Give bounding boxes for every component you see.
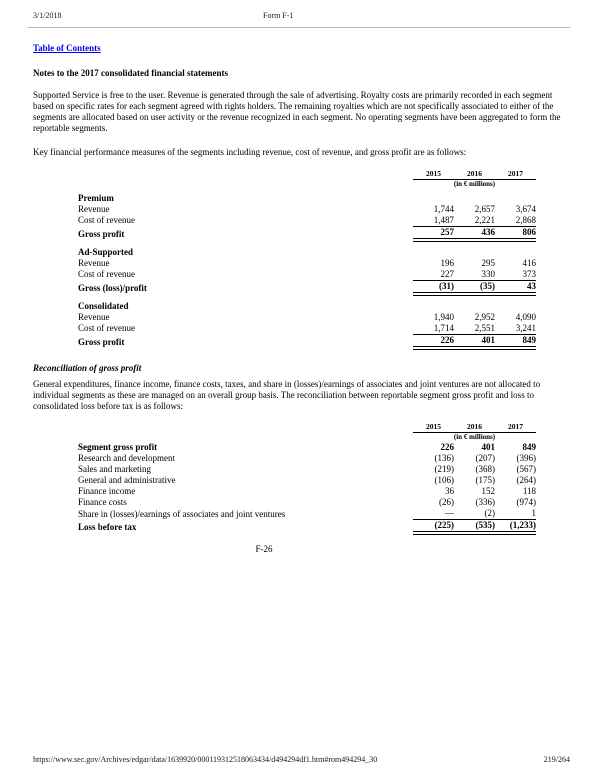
section-premium	[78, 193, 536, 204]
empty-cell	[78, 421, 413, 433]
row-label: Share in (losses)/earnings of associates and joint ventures	[78, 508, 286, 519]
cell-value: 257	[413, 226, 454, 240]
empty-cell	[495, 301, 536, 312]
cell-value: 227	[413, 269, 454, 281]
row-label: General and administrative	[78, 475, 176, 485]
print-header-form-title: Form F-1	[263, 11, 294, 20]
cell-value: 43	[495, 280, 536, 294]
cell-value: 1,714	[413, 323, 454, 335]
table-row-gross-profit	[78, 334, 536, 348]
cell-value: 401	[481, 442, 495, 452]
cell-value: 1,940	[433, 311, 454, 322]
table-of-contents-link[interactable]: Table of Contents	[33, 43, 101, 53]
spacer	[78, 294, 536, 301]
table-units-row	[78, 179, 536, 189]
cell-value: —	[413, 508, 454, 520]
table-row-revenue	[78, 312, 536, 323]
cell-value: 401	[454, 334, 495, 348]
print-header-date: 3/1/2018	[33, 11, 62, 20]
empty-cell	[413, 247, 454, 258]
cell-value: 1	[495, 508, 536, 520]
cell-value: 118	[522, 486, 536, 496]
cell-value: (336)	[475, 497, 495, 507]
cell-value: 226	[440, 442, 454, 452]
cell-value: (219)	[434, 464, 454, 474]
table-row-sales-and-marketing	[78, 464, 536, 475]
empty-cell	[454, 247, 495, 258]
section-ad-supported	[78, 247, 536, 258]
segment-performance-table	[78, 167, 536, 350]
section-name: Ad-Supported	[78, 246, 134, 257]
table-years-header	[78, 421, 536, 433]
cell-value: (26)	[439, 497, 454, 507]
cell-value: (974)	[516, 497, 536, 507]
table-row-share-in-losses-earnings	[78, 508, 536, 520]
row-label: Revenue	[78, 203, 110, 214]
row-label: Finance income	[78, 486, 136, 496]
header-divider	[28, 27, 570, 28]
empty-cell	[78, 179, 413, 189]
document-page-number: F-26	[255, 544, 273, 554]
row-label: Cost of revenue	[78, 269, 135, 279]
cell-value: 2,551	[454, 323, 495, 335]
empty-cell	[495, 247, 536, 258]
cell-value: (136)	[434, 453, 454, 463]
document-content	[33, 43, 570, 555]
empty-cell	[413, 301, 454, 312]
cell-value: 3,241	[495, 323, 536, 335]
cell-value: (535)	[454, 520, 495, 534]
cell-value: (1,233)	[495, 520, 536, 534]
reconciliation-heading: Reconciliation of gross profit	[33, 362, 142, 373]
cell-value: 806	[495, 226, 536, 240]
row-label: Gross profit	[78, 336, 125, 347]
year-column-header: 2016	[454, 167, 495, 179]
table-row-finance-costs	[78, 497, 536, 508]
section-consolidated	[78, 301, 536, 312]
empty-cell	[454, 193, 495, 204]
row-label: Revenue	[78, 311, 110, 322]
year-column-header: 2015	[413, 167, 454, 179]
units-note: (in € millions)	[453, 179, 496, 188]
cell-value: (368)	[475, 464, 495, 474]
cell-value: (175)	[475, 475, 495, 485]
print-footer-page-indicator: 219/264	[543, 755, 570, 764]
cell-value: 416	[522, 257, 536, 268]
row-label: Gross profit	[78, 228, 125, 239]
cell-value: (207)	[475, 453, 495, 463]
table-row-revenue	[78, 258, 536, 269]
empty-cell	[495, 193, 536, 204]
cell-value: 1,487	[413, 215, 454, 227]
cell-value: 196	[440, 257, 454, 268]
table-row-cost-of-revenue	[78, 269, 536, 281]
table-row-loss-before-tax	[78, 520, 536, 534]
cell-value: 373	[495, 269, 536, 281]
row-label: Segment gross profit	[78, 442, 158, 452]
section-name: Premium	[78, 192, 114, 203]
reconciliation-table	[78, 421, 536, 536]
table-row-finance-income	[78, 486, 536, 497]
table-row-gross-loss-profit	[78, 280, 536, 294]
cell-value: 2,221	[454, 215, 495, 227]
row-label: Loss before tax	[78, 522, 137, 532]
year-column-header: 2015	[413, 421, 454, 433]
cell-value: 36	[445, 486, 454, 496]
empty-cell	[78, 167, 413, 179]
cell-value: 1,744	[433, 203, 454, 214]
cell-value: 295	[481, 257, 495, 268]
cell-value: 849	[495, 334, 536, 348]
cell-value: 849	[522, 442, 536, 452]
row-label: Sales and marketing	[78, 464, 151, 474]
cell-value: 152	[481, 486, 495, 496]
empty-cell	[78, 433, 413, 443]
units-note: (in € millions)	[453, 433, 496, 441]
table-row-general-and-administrative	[78, 475, 536, 486]
cell-value: 330	[454, 269, 495, 281]
row-label: Gross (loss)/profit	[78, 282, 147, 293]
row-label: Cost of revenue	[78, 323, 135, 333]
cell-value: 2,952	[474, 311, 495, 322]
cell-value: 3,674	[515, 203, 536, 214]
year-column-header: 2017	[495, 421, 536, 433]
row-label: Revenue	[78, 257, 110, 268]
spacer	[78, 240, 536, 247]
table-row-gross-profit	[78, 226, 536, 240]
print-header	[33, 11, 570, 23]
cell-value: (2)	[454, 508, 495, 520]
table-row-cost-of-revenue	[78, 323, 536, 335]
cell-value: 4,090	[515, 311, 536, 322]
cell-value: (567)	[516, 464, 536, 474]
cell-value: (396)	[516, 453, 536, 463]
cell-value: (264)	[516, 475, 536, 485]
key-measures-intro: Key financial performance measures of the segments including revenue, cost of revenue, and gross profit are as follows:	[33, 147, 467, 157]
cell-value: 226	[413, 334, 454, 348]
table-years-header	[78, 167, 536, 179]
cell-value: (35)	[454, 280, 495, 294]
empty-cell	[454, 301, 495, 312]
cell-value: 2,657	[474, 203, 495, 214]
toc-link-row	[33, 43, 570, 54]
row-label: Finance costs	[78, 497, 127, 507]
intro-paragraph: Supported Service is free to the user. Revenue is generated through the sale of advertising. Royalty costs are primarily recorded in each segment based on specific rates for each segment agreed with rights holders. The remaining royalties which are not specifically associated to either of the segments are allocated based on user activity or the revenue recognized in each segment. No operating segments have been aggregated to form the reportable segments.	[33, 90, 561, 133]
year-column-header: 2016	[454, 421, 495, 433]
table-row-research-and-development	[78, 453, 536, 464]
cell-value: (31)	[413, 280, 454, 294]
empty-cell	[413, 193, 454, 204]
year-column-header: 2017	[495, 167, 536, 179]
table-units-row	[78, 433, 536, 443]
section-name: Consolidated	[78, 300, 129, 311]
table-row-revenue	[78, 204, 536, 215]
print-footer	[33, 755, 570, 764]
row-label: Cost of revenue	[78, 215, 135, 225]
row-label: Research and development	[78, 453, 175, 463]
cell-value: (106)	[434, 475, 454, 485]
reconciliation-paragraph: General expenditures, finance income, finance costs, taxes, and share in (losses)/earnings of associates and joint ventures are not allocated to individual segments as these are managed on an overall group basis. The reconciliation between reportable segment gross profit and loss to consolidated loss before tax is as follows:	[33, 378, 541, 411]
table-row-segment-gross-profit	[78, 442, 536, 453]
cell-value: 2,868	[495, 215, 536, 227]
table-row-cost-of-revenue	[78, 215, 536, 227]
print-footer-url: https://www.sec.gov/Archives/edgar/data/1639920/000119312518063434/d494294df1.htm#rom494294_30	[33, 755, 378, 764]
notes-heading: Notes to the 2017 consolidated financial statements	[33, 68, 228, 78]
cell-value: (225)	[413, 520, 454, 534]
cell-value: 436	[454, 226, 495, 240]
